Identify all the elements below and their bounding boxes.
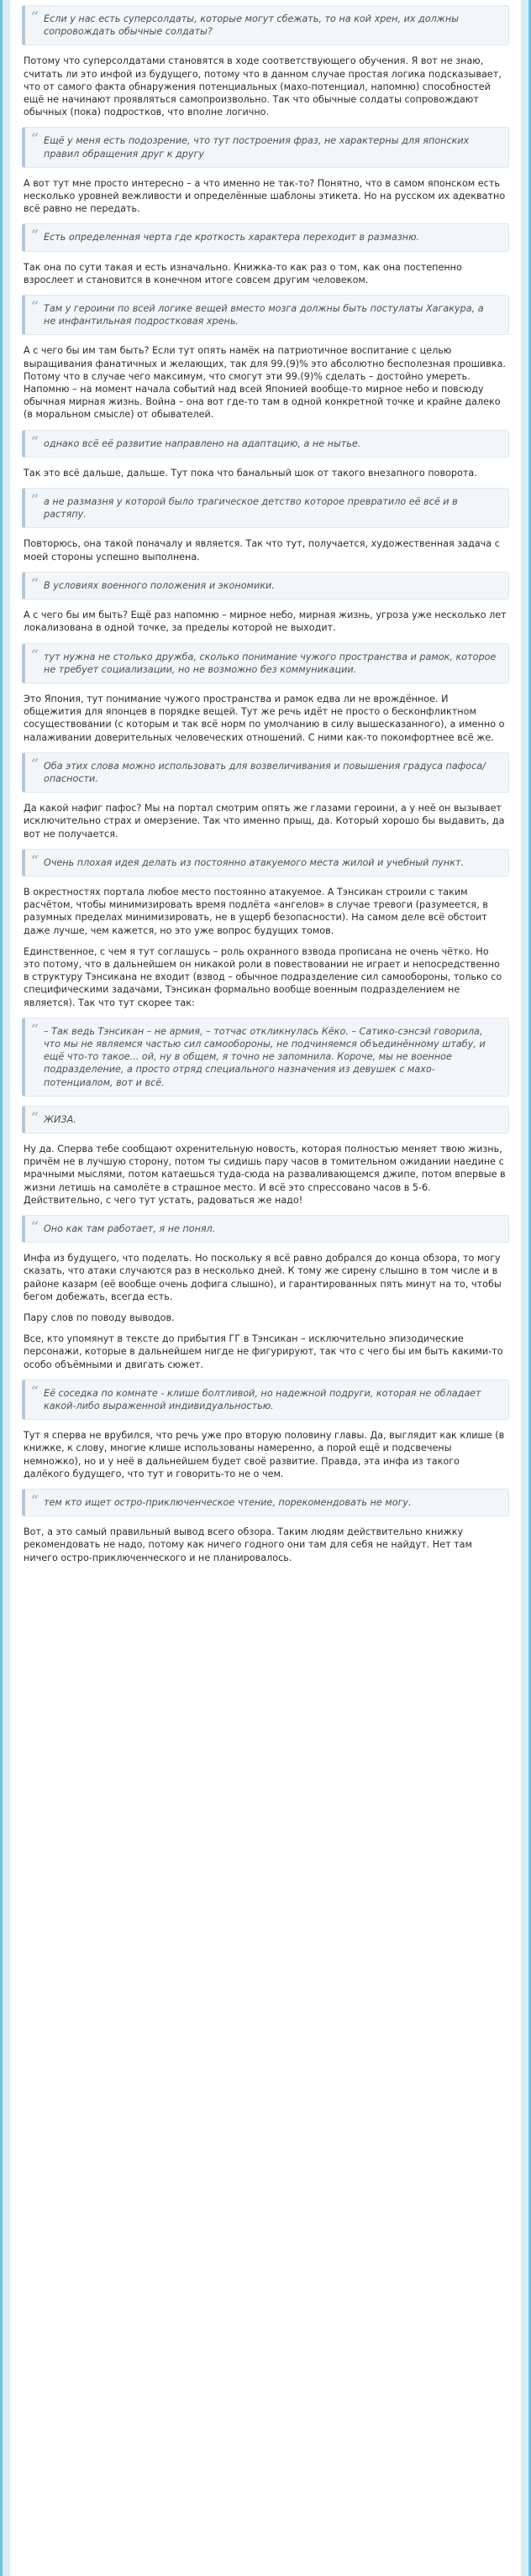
- quote-block: [22, 430, 509, 458]
- quote-icon: “: [31, 1020, 39, 1037]
- quote-text: однако всё её развитие направлено на адаптацию, а не нытье.: [44, 437, 361, 449]
- paragraph: Пару слов по поводу выводов.: [24, 1312, 175, 1324]
- quote-icon: “: [31, 130, 39, 147]
- paragraph: А с чего бы им там быть? Если тут опять намёк на патриотичное воспитание с целью выращивания фанатичных и желающих, так для 99.(9)% это абсолютно бесполезная прошивка. Потому что в случае чего максимум, что смогут эти 99.(9)% сделать – достойно умереть. Напомню – на момент начала событий над всей Японией вообще-то мирное небо и повсюду обычная мирная жизнь. Война – она вот где-то там в одной конкретной точке и крайне далеко (в моральном смысле) от обывателей.: [24, 345, 506, 421]
- quote-icon: “: [31, 1218, 39, 1234]
- quote-text: – Так ведь Тэнсикан – не армия, – тотчас откликнулась Кёко. – Сатико-сэнсэй говорила, что мы не являемся частью сил самообороны, не подчиняемся объединённому штабу, и ещё что-то такое... ой, ну в общем, я точно не запомнила. Короче, мы не военное подразделение, а просто отряд специального назначения из девушек с махо-потенциалом, вот и всё.: [44, 1025, 486, 1088]
- quote-block: [22, 643, 509, 683]
- quote-text: Оно как там работает, я не понял.: [44, 1223, 216, 1234]
- quote-block: [22, 572, 509, 599]
- quote-icon: “: [31, 646, 39, 662]
- quote-icon: “: [31, 491, 39, 508]
- quote-block: [22, 223, 509, 251]
- quote-text: Её соседка по комнате - клише болтливой, но надежной подруги, которая не обладает какой-либо выраженной индивидуальностью.: [44, 1387, 481, 1412]
- paragraph: А вот тут мне просто интересно – а что именно не так-то? Понятно, что в самом японском есть несколько уровней вежливости и определённые шаблоны этикета. Но на русском их адекватно всё равно не передать.: [24, 177, 506, 215]
- quote-block: [22, 752, 509, 793]
- quote-text: тут нужна не столько дружба, сколько понимание чужого пространства и рамок, которое не требует социализации, но не возможно без коммуникации.: [44, 651, 497, 675]
- paragraph: Инфа из будущего, что поделать. Но поскольку я всё равно добрался до конца обзора, то могу сказать, что атаки случаются раз в несколько дней. К тому же сирену слышно в том числе и в районе казарм (её вообще очень дофига слышно), и гарантированных пять минут на то, чтобы бегом добежать, всегда есть.: [24, 1253, 502, 1302]
- quote-block: [22, 1215, 509, 1243]
- paragraph: А с чего бы им быть? Ещё раз напомню – мирное небо, мирная жизнь, угроза уже несколько лет локализована в одной точке, за пределы которой не выходит.: [24, 610, 507, 634]
- quote-block: [22, 488, 509, 528]
- quote-text: тем кто ищет остро-приключенческое чтение, порекомендовать не могу.: [44, 1497, 412, 1509]
- quote-text: Очень плохая идея делать из постоянно атакуемого места жилой и учебный пункт.: [44, 856, 465, 868]
- quote-icon: “: [31, 1108, 39, 1125]
- paragraph: Повторюсь, она такой поначалу и является. Так что тут, получается, художественная задача с моей стороны успешно выполнена.: [24, 538, 500, 563]
- paragraph: Ну да. Сперва тебе сообщают охренительную новость, которая полностью меняет твою жизнь, причём не в лучшую сторону, потом ты сидишь пару часов в томительном ожидании наедине с мрачными мыслями, потом катаешься туда-сюда на разваливающемся джипе, потом впервые в жизни летишь на самолёте в страшное место. И всё это спрессовано часов в 5-6. Действительно, с чего тут устать, радоваться же надо!: [24, 1143, 506, 1206]
- quote-block: [22, 1489, 509, 1516]
- quote-block: [22, 127, 509, 167]
- paragraph: Так она по сути такая и есть изначально. Книжка-то как раз о том, как она постепенно взрослеет и становится в конечном итоге совсем другим человеком.: [24, 261, 462, 285]
- quote-icon: “: [31, 851, 39, 868]
- quote-block: [22, 1018, 509, 1097]
- quote-block: [22, 849, 509, 877]
- quote-icon: “: [31, 298, 39, 315]
- quote-text: Ещё у меня есть подозрение, что тут построения фраз, не характерны для японских правил обращения друг к другу: [44, 135, 470, 160]
- quote-block: [22, 1380, 509, 1420]
- quote-block: [22, 1106, 509, 1134]
- quote-text: Там у героини по всей логике вещей вместо мозга должны быть постулаты Хагакура, а не инфантильная подростковая хрень.: [44, 303, 484, 327]
- paragraph: Вот, а это самый правильный вывод всего обзора. Таким людям действительно книжку рекомендовать не надо, потому как ничего годного они там для себя не найдут. Нет там ничего остро-приключенческого и не планировалось.: [24, 1526, 472, 1563]
- quote-icon: “: [31, 8, 39, 24]
- paragraph: Все, кто упомянут в тексте до прибытия ГГ в Тэнсикан – исключительно эпизодические персонажи, которые в дальнейшем нигде не фигурируют, так что с чего бы им быть какими-то особо объёмными и двигать сюжет.: [24, 1333, 503, 1370]
- left-border: [0, 0, 10, 2576]
- paragraph: Потому что суперсолдатами становятся в ходе соответствующего обучения. Я вот не знаю, считать ли это инфой из будущего, потому что в данном случае простая логика подсказывает, что от самого факта обнаружения потенциальных (махо-потенциал, напомню) способностей ещё не начинают проявляться самопроизвольно. Так что обычные солдаты сопровождают обычных (пока) подростков, что вполне логично.: [24, 55, 502, 118]
- paragraph: В окрестностях портала любое место постоянно атакуемое. А Тэнсикан строили с таким расчётом, чтобы минимизировать время подлёта «ангелов» в случае тревоги (разумеется, в разумных пределах минимизировать, не в ущерб безопасности). На самом деле всё обстоит даже лучше, чем кажется, но это уже вопрос будущих томов.: [24, 886, 488, 936]
- quote-text: Оба этих слова можно использовать для возвеличивания и повышения градуса пафоса/опасности.: [44, 760, 486, 784]
- quote-text: а не размазня у которой было трагическое детство которое превратило её всё и в растяпу.: [44, 496, 458, 521]
- quote-block: [22, 295, 509, 335]
- quote-icon: “: [31, 1382, 39, 1399]
- quote-icon: “: [31, 574, 39, 591]
- paragraph: Единственное, с чем я тут соглашусь – роль охранного взвода прописана не очень чётко. Но это потому, что в дальнейшем он никакой роли в повествовании не играет и непосредственно в структуру Тэнсикана не входит (взвод – обычное подразделение сил самообороны, только со специфическими задачами, Тэнсикан формально вообще военным подразделением не является). Так что тут скорее так:: [24, 945, 502, 1008]
- paragraph: Да какой нафиг пафос? Мы на портал смотрим опять же глазами героини, а у неё он вызывает исключительно страх и омерзение. Так что именно прыщ, да. Который хорошо бы выдавить, да вот не получается.: [24, 803, 505, 840]
- paragraph: Это Япония, тут понимание чужого пространства и рамок едва ли не врождённое. И общежития для японцев в порядке вещей. Тут же речь идёт не просто о бесконфликтном сосуществовании (с которым и так всё норм по умолчанию в силу вышесказанного), а именно о налаживании доверительных человеческих отношений. С ними как-то покомфортнее всё же.: [24, 693, 505, 743]
- right-border: [521, 0, 531, 2576]
- quote-icon: “: [31, 1492, 39, 1509]
- quote-text: Есть определенная черта где кроткость характера переходит в размазню.: [44, 232, 420, 243]
- quote-text: В условиях военного положения и экономики.: [44, 579, 275, 591]
- quote-text: Если у нас есть суперсолдаты, которые могут сбежать, то на кой хрен, их должны сопровождать обычные солдаты?: [44, 13, 460, 38]
- quote-icon: “: [31, 227, 39, 243]
- review-content: [22, 5, 509, 1573]
- quote-block: [22, 5, 509, 45]
- paragraph: Тут я сперва не врубился, что речь уже про вторую половину главы. Да, выглядит как клише (в книжке, к слову, многие клише использованы намеренно, а порой ещё и подсвечены немножко), но и у неё в дальнейшем будет своё развитие. Правда, эта инфа из такого далёкого будущего, что тут и говорить-то не о чем.: [24, 1430, 505, 1479]
- quote-icon: “: [31, 755, 39, 772]
- quote-icon: “: [31, 432, 39, 449]
- paragraph: Так это всё дальше, дальше. Тут пока что банальный шок от такого внезапного поворота.: [24, 467, 477, 479]
- quote-text: ЖИЗА.: [44, 1113, 76, 1125]
